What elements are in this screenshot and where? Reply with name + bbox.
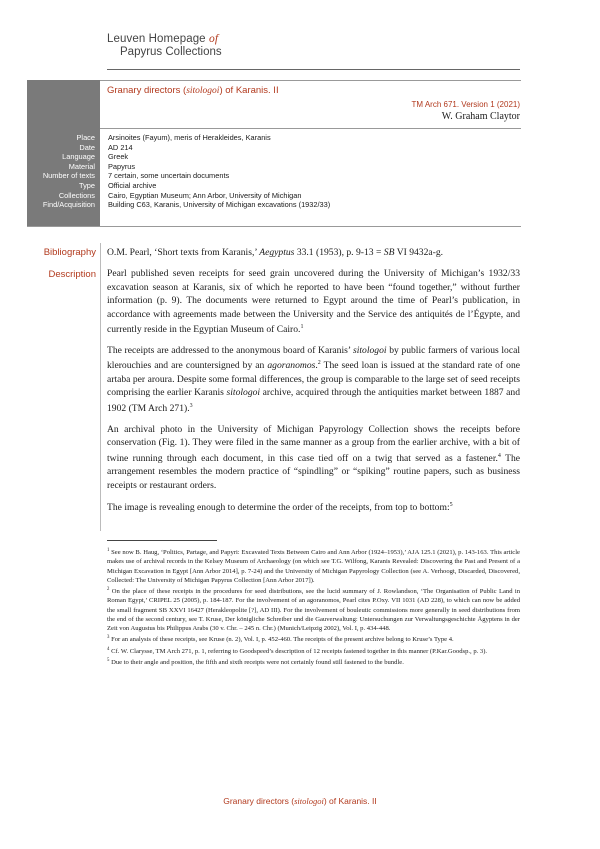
description-paragraph-4: The image is revealing enough to determine the order of the receipts, from top to bottom:$^5$ bbox=[107, 502, 453, 514]
site-logo bbox=[107, 33, 222, 58]
description-text bbox=[107, 267, 520, 522]
bibliography-label: Bibliography bbox=[43, 247, 96, 258]
header-rule bbox=[107, 69, 520, 70]
meta-bottom-rule bbox=[27, 226, 521, 227]
bibliography-rule bbox=[100, 243, 101, 265]
footnote-rule bbox=[107, 540, 217, 541]
meta-row-type: Type Official archive bbox=[78, 180, 157, 190]
footnotes bbox=[107, 546, 520, 667]
document-author: W. Graham Claytor bbox=[441, 111, 520, 122]
footnote-ref-5[interactable]: 5 bbox=[449, 502, 453, 509]
footnote-ref-1[interactable]: 1 bbox=[300, 324, 304, 330]
description-paragraph-1: Pearl published seven receipts for seed grain uncovered during the University of Michigan’s 1932/33 excavation season at Karanis, six of which he reported to have been “found together,” without further information (p. 9). The documents were returned to Egypt around the time of Pearl’s publication, in accordance with agreements made between the University and the Service des antiquités de l’Égypte, and currently reside in the Egyptian Museum of Cairo.$^1$ bbox=[107, 268, 520, 336]
logo-line2: Papyrus Collections bbox=[120, 46, 222, 58]
footnote-1: $^1$ See now B. Haug, ‘Politics, Partage, and Papyri: Excavated Texts Between Cairo and Ann Arbor (1924–1953),’ AJA 125.1 (2021), p. 143-163. This article makes use of archival records in the Kelsey Museum of Archaeology (on which see T.G. Wilfong, Karanis Revealed: Discovering the Past and Present of a Michigan Excavation in Egypt [Ann Arbor 2014], p. 7-24) and the University of Michigan Papyrology Collection (see A. Verhoogt, Discarded, Discovered, Collected: The University of Michigan Papyrus Collection [Ann Arbor 2017]). bbox=[107, 548, 520, 584]
bibliography-text: O.M. Pearl, ‘Short texts from Karanis,’ Aegyptus 33.1 (1953), p. 9-13 = SB VI 9432a-g. bbox=[107, 247, 444, 258]
footnote-2: $^2$ On the place of these receipts in the procedures for seed distributions, see the lucid summary of J. Rowlandson, ‘The Organisation of Public Land in Roman Egypt,’ CRIPEL 25 (2005), p. 184-187. For the involvement of an agoranomos, Pearl cites P.Oxy. VII 1031 (AD 228), to which can now be added the small fragment SB XXVI 16427 (Herakleopolite [?], AD III). For the involvement of bouleutic commissions more generally in seed distributions from the end of the second century, see T. Kruse, Der königliche Schreiber und die Gauverwaltung: Untersuchungen zur Verwaltungsgeschichte Ägyptens in der Zeit von Augustus bis Philippus Arabs (30 v. Chr. – 245 n. Chr.) (Munich/Leipzig 2002), Vol. I, p. 434-448. bbox=[107, 587, 520, 632]
meta-separator bbox=[100, 128, 521, 129]
description-paragraph-2: The receipts are addressed to the anonymous board of Karanis’ sitologoi by public farmers of various local klerouchies and are countersigned by an agoranomos.$^2$ The seed loan is issued at the standard rate of one artaba per aroura. Despite some formal differences, the group is comparable to the large set of seed receipts comprising the earlier Karanis sitologoi archive, acquired through the antiquities market between 1887 and 1902 (TM Arch 271).$^3$ bbox=[107, 344, 521, 415]
logo-line1: Leuven Homepage bbox=[107, 33, 206, 45]
meta-row-number-of-texts: Number of texts 7 certain, some uncertain documents bbox=[42, 171, 230, 181]
description-paragraph-3: An archival photo in the University of Michigan Papyrology Collection shows the receipts before conservation (Fig. 1). They were filed in the same manner as a group from the earlier archive, with a bit of twine running through each document, in this case tied off on a twig that served as a fastener.$^4$ The arrangement resembles the modern practice of “spindling” or “spiking” routine papers, such as business receipts or restaurant orders. bbox=[107, 423, 520, 491]
meta-top-rule bbox=[100, 80, 521, 81]
footnote-5: $^5$ Due to their angle and position, the fifth and sixth receipts were not certainly found still fastened to the bundle. bbox=[107, 657, 404, 667]
footnote-3: $^3$ For an analysis of these receipts, see Kruse (n. 2), Vol. I, p. 452-460. The receipts of the present archive belong to Kruse’s Type 4. bbox=[107, 635, 454, 644]
meta-row-collections: Collections Cairo, Egyptian Museum; Ann Arbor, University of Michigan bbox=[58, 190, 302, 200]
footnote-ref-3[interactable]: 3 bbox=[189, 402, 193, 409]
meta-row-material: Material Papyrus bbox=[68, 161, 136, 171]
footnote-ref-2[interactable]: 2 bbox=[317, 360, 321, 367]
meta-row-date: Date AD 214 bbox=[79, 142, 133, 152]
meta-row-find: Find/Acquisition Building C63, Karanis, University of Michigan excavations (1932/33) bbox=[42, 200, 331, 210]
page-footer: Granary directors (sitologoi) of Karanis. II bbox=[223, 796, 377, 806]
metadata-table bbox=[27, 133, 521, 210]
document-title: Granary directors (sitologoi) of Karanis. II bbox=[107, 85, 279, 96]
meta-row-place: Place Arsinoites (Fayum), meris of Herakleides, Karanis bbox=[76, 133, 271, 142]
footnote-ref-4[interactable]: 4 bbox=[497, 452, 501, 459]
footnote-4: $^4$ Cf. W. Clarysse, TM Arch 271, p. 1, referring to Goodspeed’s description of 12 receipts fastened together in this manner (P.Kar.Goodsp., p. 3). bbox=[107, 646, 488, 655]
description-rule bbox=[100, 265, 101, 531]
description-label: Description bbox=[48, 269, 96, 280]
logo-of: of bbox=[208, 33, 219, 45]
meta-row-language: Language Greek bbox=[62, 152, 129, 162]
document-reference: TM Arch 671. Version 1 (2021) bbox=[411, 100, 520, 109]
